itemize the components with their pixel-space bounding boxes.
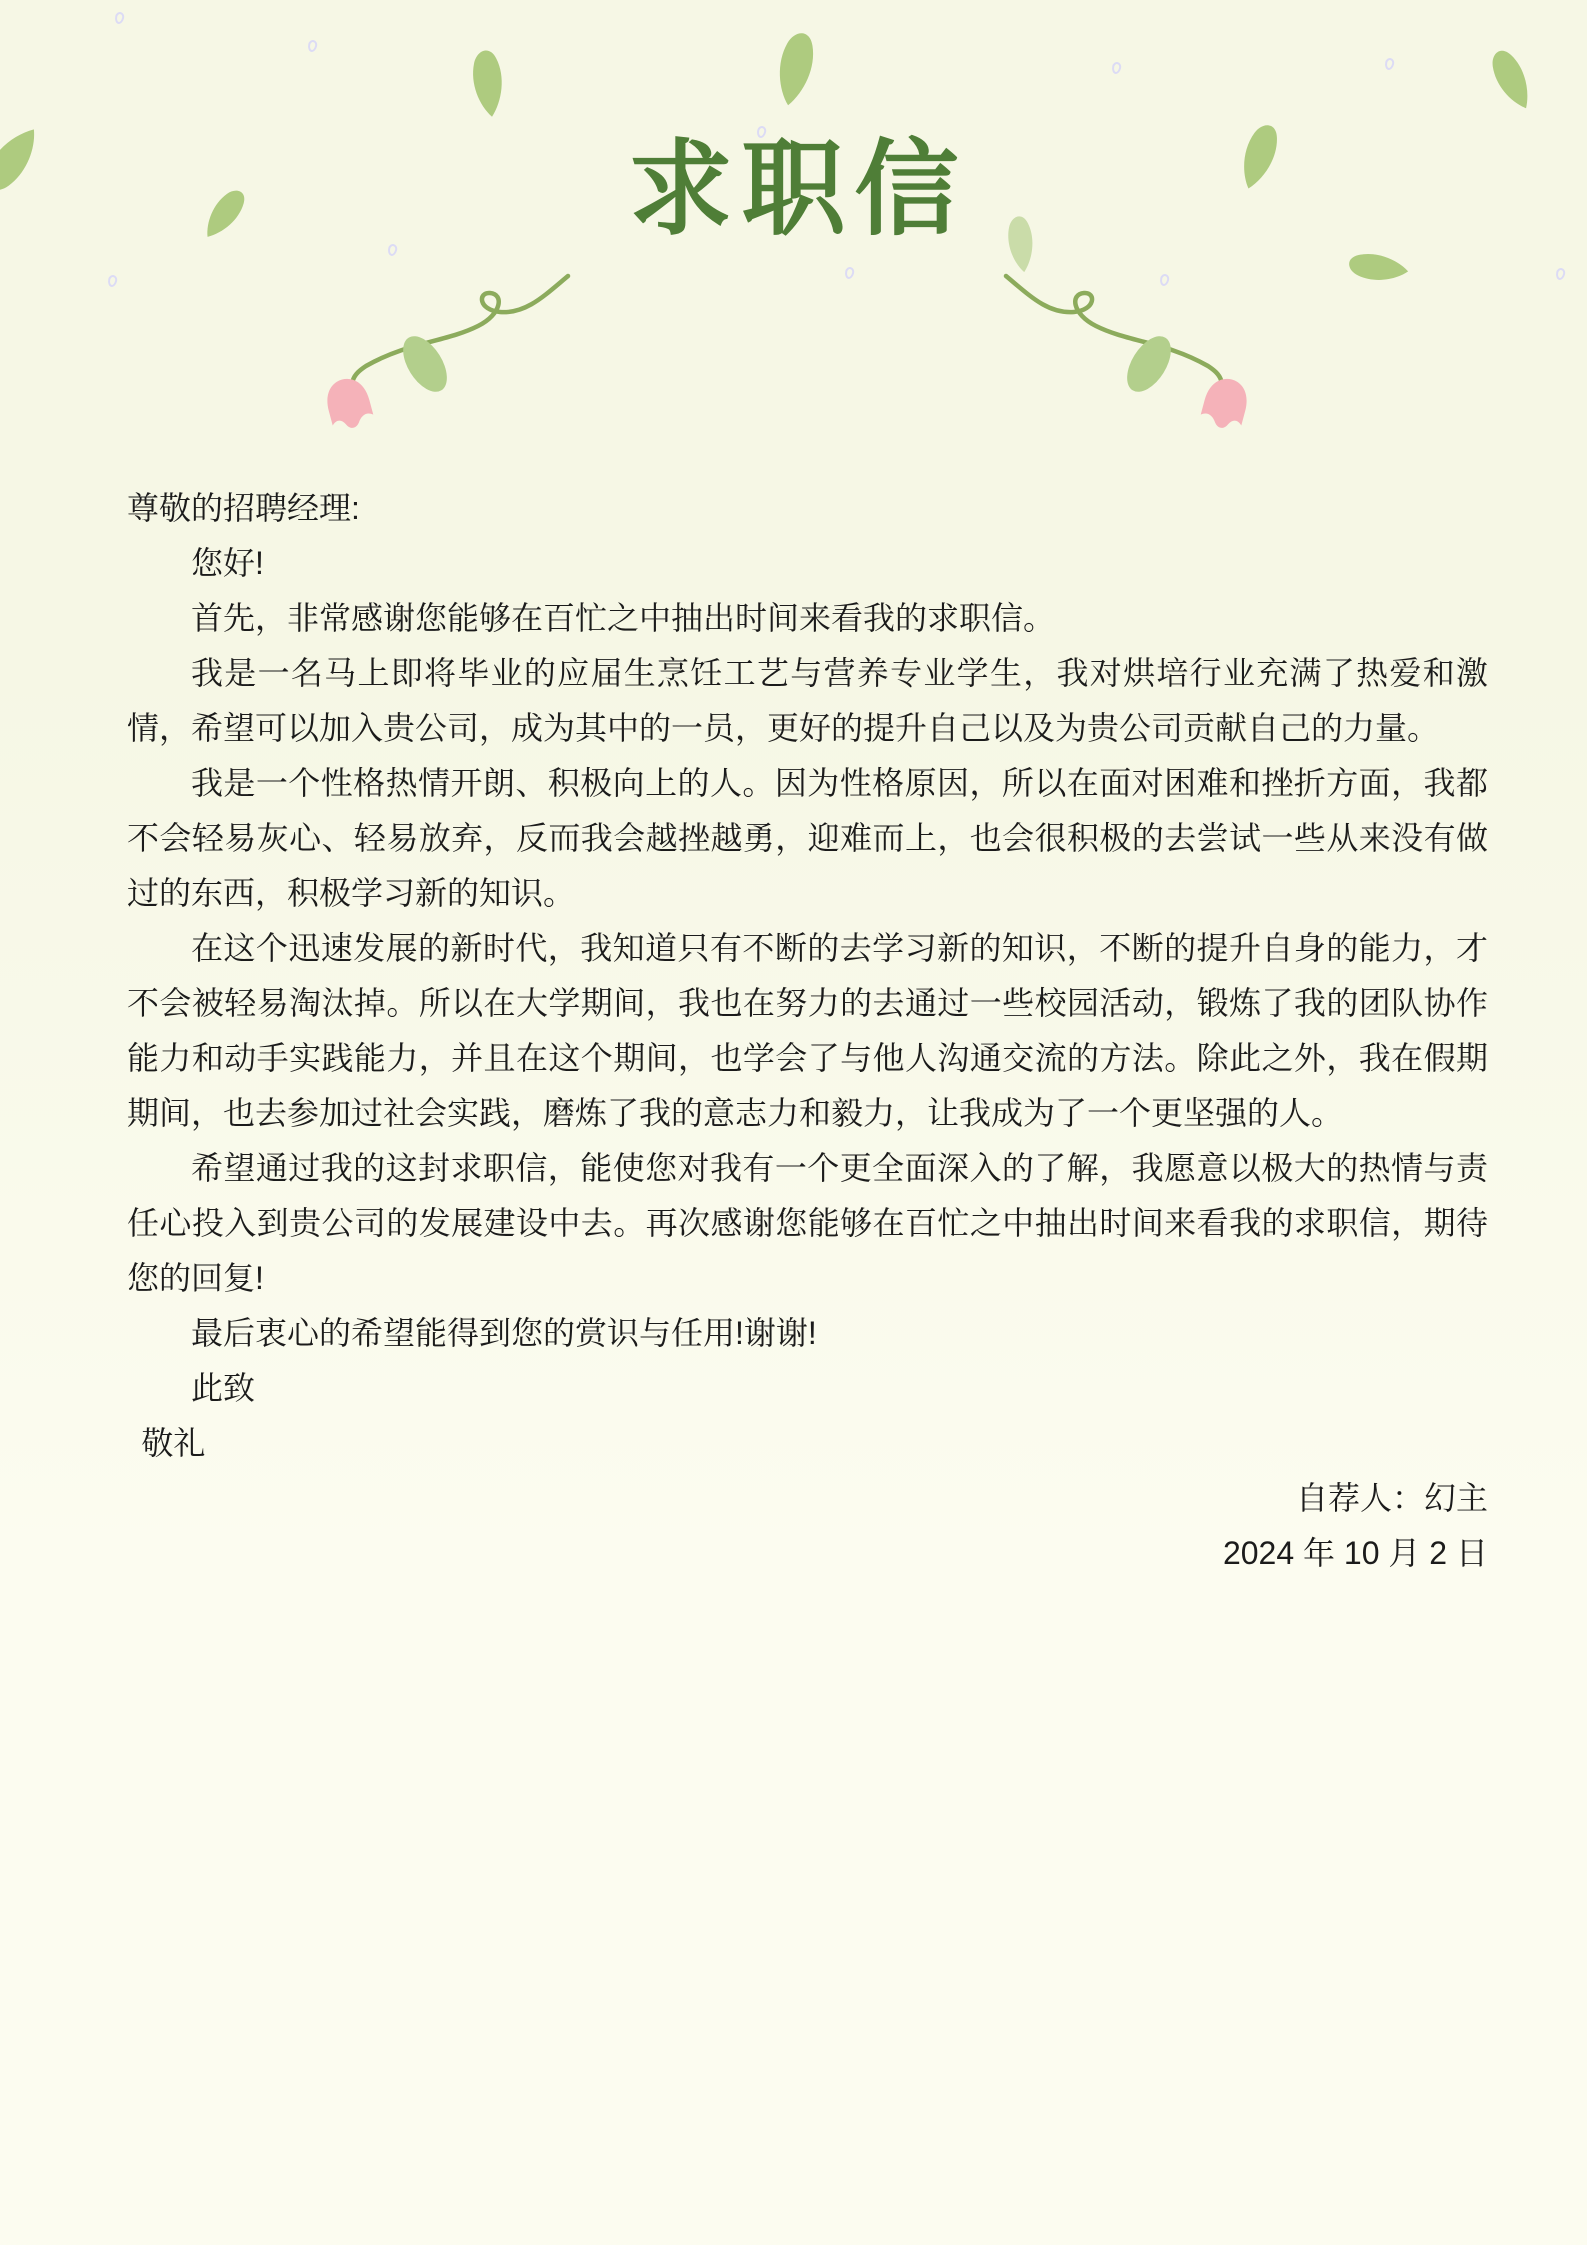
letter-paragraph: 您好!: [191, 545, 264, 581]
letter-paragraph: 希望通过我的这封求职信，能使您对我有一个更全面深入的了解，我愿意以极大的热情与责任心投入到贵公司的发展建设中去。再次感谢您能够在百忙之中抽出时间来看我的求职信，期待您的回复!: [127, 1150, 1488, 1296]
leaf-icon: [462, 34, 512, 128]
leaf-icon: [767, 21, 823, 111]
droplet-icon: [107, 274, 118, 288]
bell-flower-icon: [322, 374, 375, 428]
letter-salutation: 尊敬的招聘经理:: [127, 490, 360, 526]
vine-icon: [1002, 268, 1252, 428]
vine-icon: [322, 268, 572, 428]
droplet-icon: [844, 266, 855, 280]
leaf-icon: [1340, 243, 1412, 294]
leaf-icon: [1474, 32, 1545, 123]
droplet-icon: [114, 11, 125, 25]
droplet-icon: [1384, 57, 1395, 71]
droplet-icon: [307, 39, 318, 53]
signature-date: 2024 年 10 月 2 日: [1222, 1535, 1488, 1571]
letter-paragraph: 最后衷心的希望能得到您的赏识与任用!谢谢!: [191, 1315, 817, 1351]
page-title: 求职信: [628, 132, 968, 248]
vine-flower-decoration-right: [1002, 268, 1252, 428]
signature-block: [127, 1471, 1488, 1581]
letter-paragraph: 此致: [191, 1370, 256, 1406]
letter-paragraph: 在这个迅速发展的新时代，我知道只有不断的去学习新的知识，不断的提升自身的能力，才不会被轻易淘汰掉。所以在大学期间，我也在努力的去通过一些校园活动，锻炼了我的团队协作能力和动手实践能力，并且在这个期间，也学会了与他人沟通交流的方法。除此之外，我在假期期间，也去参加过社会实践，磨炼了我的意志力和毅力，让我成为了一个更坚强的人。: [127, 930, 1488, 1131]
letter-paragraph: 首先，非常感谢您能够在百忙之中抽出时间来看我的求职信。: [191, 600, 1056, 636]
droplet-icon: [1555, 267, 1566, 281]
droplet-icon: [1111, 61, 1122, 75]
letter-body: [127, 481, 1488, 1581]
bell-flower-icon: [1199, 374, 1252, 428]
signature-name: 自荐人：幻主: [1295, 1480, 1488, 1516]
letter-closing: 敬礼: [141, 1425, 206, 1461]
letter-paragraph: 我是一名马上即将毕业的应届生烹饪工艺与营养专业学生，我对烘培行业充满了热爱和激情，希望可以加入贵公司，成为其中的一员，更好的提升自己以及为贵公司贡献自己的力量。: [127, 655, 1488, 746]
vine-flower-decoration-left: [322, 268, 572, 428]
letter-paragraph: 我是一个性格热情开朗、积极向上的人。因为性格原因，所以在面对困难和挫折方面，我都不会轻易灰心、轻易放弃，反而我会越挫越勇，迎难而上，也会很积极的去尝试一些从来没有做过的东西，积极学习新的知识。: [127, 765, 1488, 911]
